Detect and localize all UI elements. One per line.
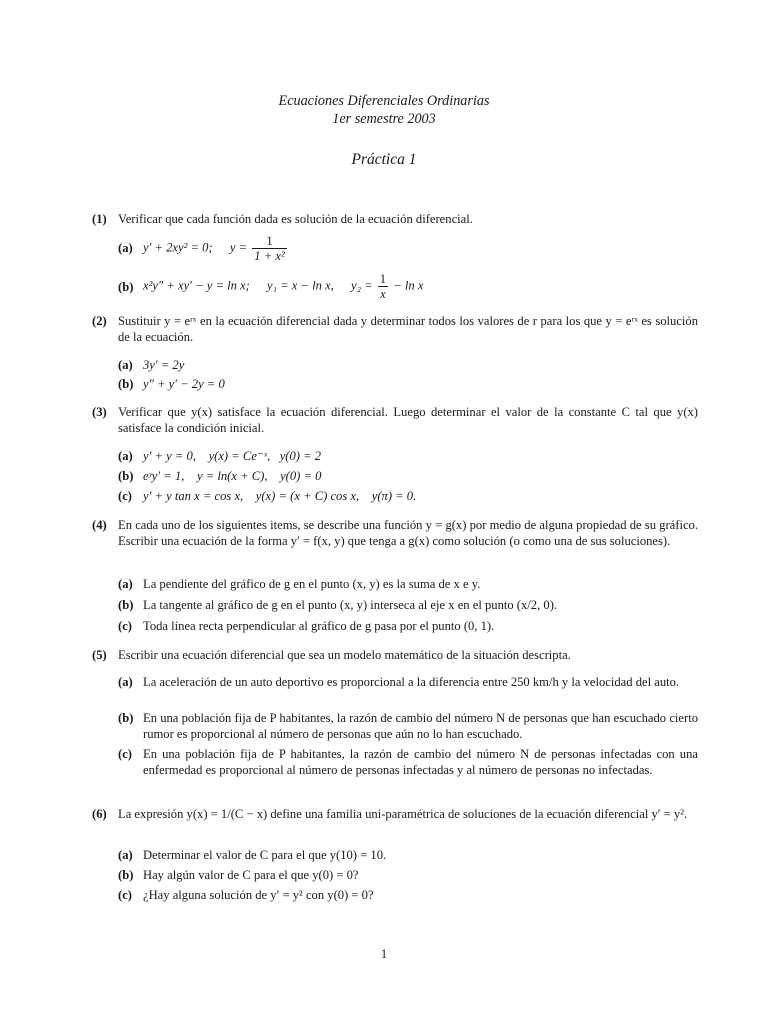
problem-number: (5) [92,648,107,662]
practice-title: Práctica 1 [351,151,417,168]
problem-text: Verificar que y(x) satisface la ecuación diferencial. Luego determinar el valor de la constante C tal que y(x) satisface la condición inicial. [118,405,698,435]
item-label: (b) [118,711,134,725]
item-text: La pendiente del gráfico de g en el punto (x, y) es la suma de x e y. [143,577,481,591]
item-label: (c) [118,489,132,503]
problem-number: (6) [92,807,107,821]
problem-6-item-c [118,887,698,903]
item-label: (b) [118,377,134,391]
item-label: (a) [118,577,133,591]
fraction [378,272,388,301]
fraction [252,234,286,263]
item-text: La tangente al gráfico de g en el punto (x, y) interseca al eje x en el punto (x/2, 0). [143,598,558,612]
page-number: 1 [380,947,388,961]
item-label: (b) [118,280,134,294]
problem-6 [92,806,698,822]
problem-6-item-b [118,867,698,883]
item-label: (c) [118,888,132,902]
solution-y2-rest: − ln x [393,278,424,293]
item-label: (b) [118,469,134,483]
item-text: y′ + y tan x = cos x, y(x) = (x + C) cos x, y(π) = 0. [143,489,417,503]
item-label: (a) [118,241,133,255]
item-label: (a) [118,449,133,463]
problem-3-item-b [118,468,698,484]
item-label: (b) [118,868,134,882]
problem-2-item-a [118,357,698,373]
item-label: (b) [118,598,134,612]
problem-number: (1) [92,212,107,226]
item-label: (a) [118,848,133,862]
problem-5-item-a [118,674,698,690]
problem-text: Escribir una ecuación diferencial que sea un modelo matemático de la situación descripta. [118,648,571,662]
problem-3-item-a [118,448,698,464]
problem-2 [92,313,698,345]
item-text: La aceleración de un auto deportivo es proporcional a la diferencia entre 250 km/h y la velocidad del auto. [143,675,680,689]
fraction-numerator: 1 [379,272,387,286]
item-text: eʸy′ = 1, y = ln(x + C), y(0) = 0 [143,469,322,483]
solution-y2-lhs: y₂ = [351,278,373,293]
item-text: Hay algún valor de C para el que y(0) = 0? [143,868,359,882]
problem-number: (3) [92,405,107,419]
equation: x²y″ + xy′ − y = ln x; [143,278,250,293]
problem-2-item-b [118,376,698,392]
equation: y′ + 2xy² = 0; [143,240,213,255]
course-title: Ecuaciones Diferenciales Ordinarias [278,93,490,109]
problem-number: (4) [92,518,107,532]
problem-text: Verificar que cada función dada es solución de la ecuación diferencial. [118,212,473,226]
problem-5-item-b [118,710,698,742]
fraction-numerator: 1 [252,234,286,249]
fraction-denominator: x [380,287,386,301]
item-text: En una población fija de P habitantes, la razón de cambio del número N de personas que han escuchado cierto rumor es proporcional al número de personas que aún no lo han escuchado. [143,711,698,741]
problem-3-item-c [118,488,698,504]
problem-1-item-b [118,272,698,301]
item-text: 3y′ = 2y [143,358,185,372]
problem-text: Sustituir y = eʳˣ en la ecuación diferencial dada y determinar todos los valores de r para los que y = eʳˣ es solución de la ecuación. [118,314,698,344]
semester-line: 1er semestre 2003 [332,111,436,127]
problem-1-item-a [118,234,698,263]
item-label: (c) [118,747,132,761]
problem-5-item-c [118,746,698,778]
problem-number: (2) [92,314,107,328]
solution-lhs: y = [229,240,248,255]
item-text: ¿Hay alguna solución de y′ = y² con y(0) = 0? [143,888,374,902]
problem-4 [92,517,698,549]
item-label: (a) [118,675,133,689]
item-text: y′ + y = 0, y(x) = Ce⁻ˣ, y(0) = 2 [143,449,322,463]
problem-4-item-b [118,597,698,613]
fraction-denominator: 1 + x² [254,249,285,263]
item-text: Determinar el valor de C para el que y(10) = 10. [143,848,387,862]
problem-1 [92,211,698,227]
solution-y1: y₁ = x − ln x, [267,278,334,293]
problem-5 [92,647,698,663]
problem-text: En cada uno de los siguientes items, se describe una función y = g(x) por medio de alguna propiedad de su gráfico. Escribir una ecuación de la forma y′ = f(x, y) que tenga a g(x) como solución (o como una de sus soluciones). [118,518,698,548]
problem-text: La expresión y(x) = 1/(C − x) define una familia uni-paramétrica de soluciones de la ecuación diferencial y′ = y². [118,807,688,821]
item-label: (c) [118,619,132,633]
problem-3 [92,404,698,436]
item-label: (a) [118,358,133,372]
problem-4-item-a [118,576,698,592]
problem-4-item-c [118,618,698,634]
item-text: Toda línea recta perpendicular al gráfico de g pasa por el punto (0, 1). [143,619,495,633]
item-text: y″ + y′ − 2y = 0 [143,377,225,391]
item-text: En una población fija de P habitantes, la razón de cambio del número N de personas infectadas con una enfermedad es proporcional al número de personas infectadas y al número de personas no infectadas. [143,747,698,777]
problem-6-item-a [118,847,698,863]
